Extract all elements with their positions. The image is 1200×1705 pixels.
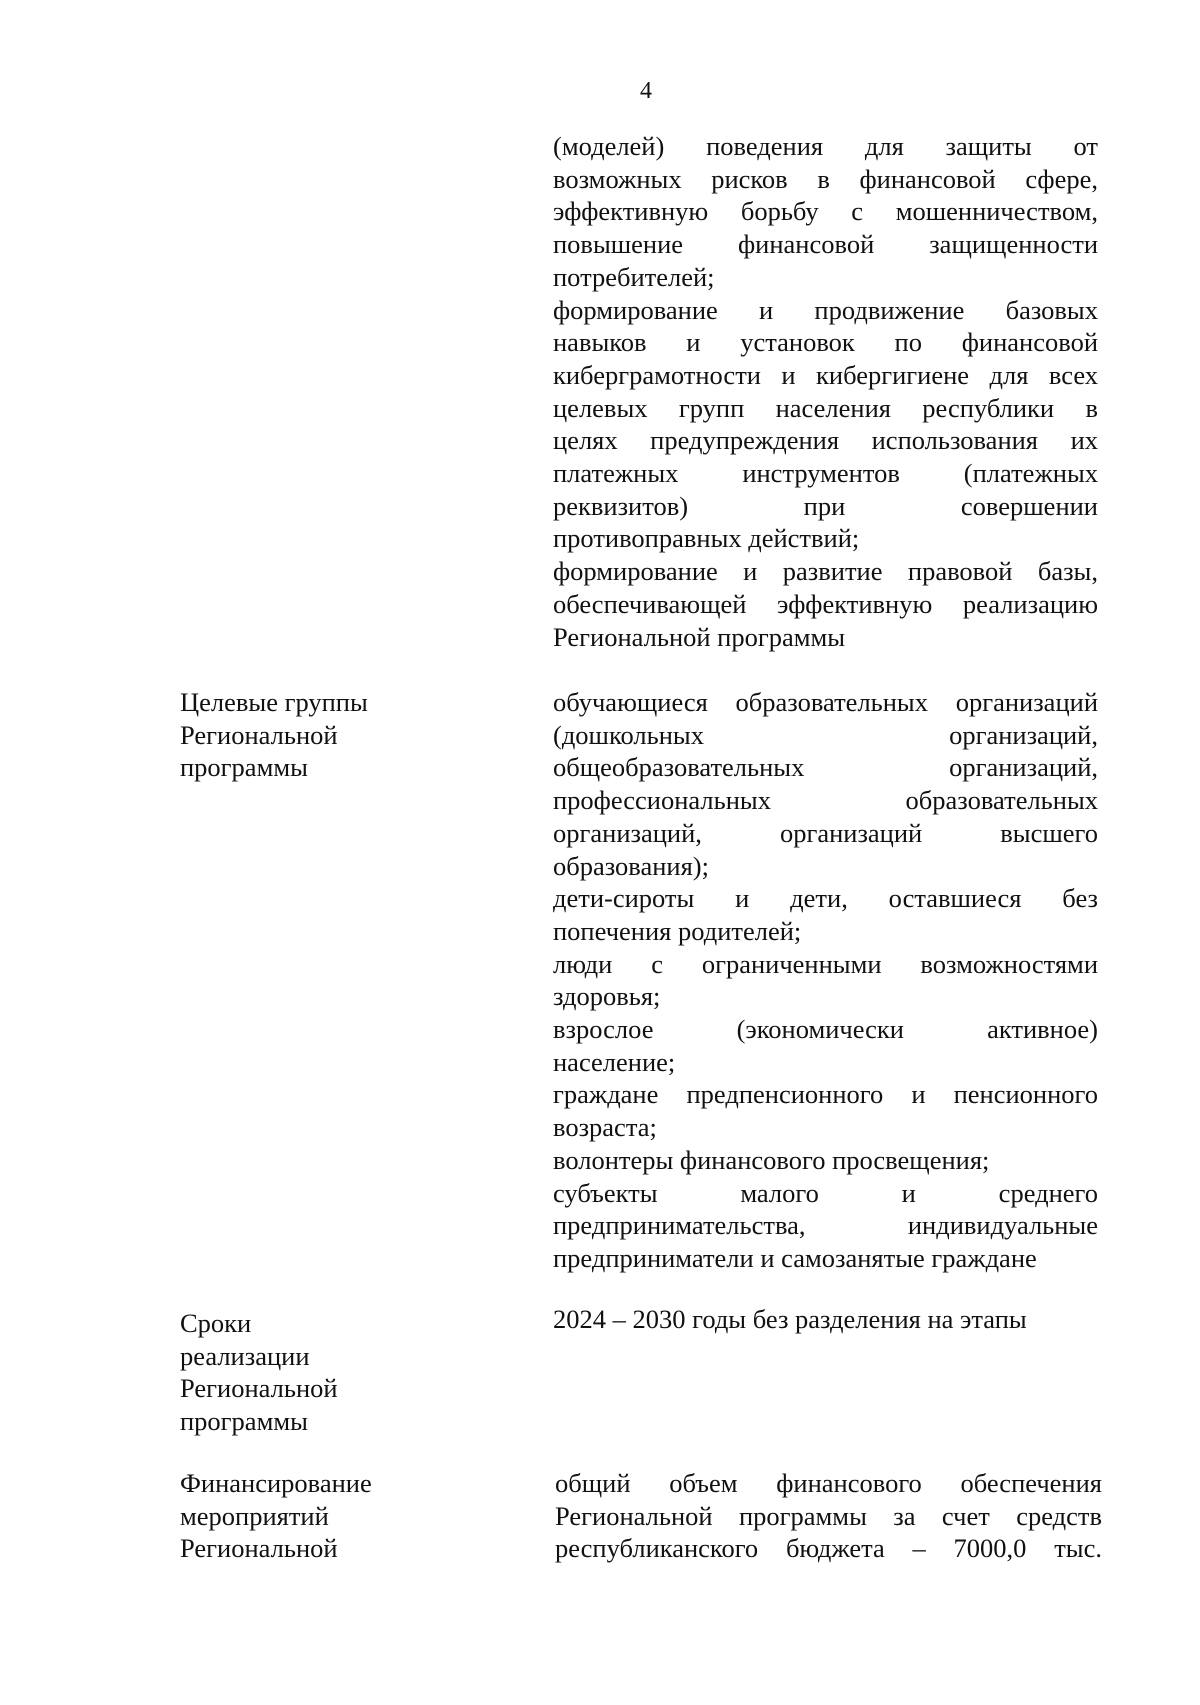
text-line: предприниматели и самозанятые граждане [553,1242,1037,1273]
text-line: граждане предпенсионного и пенсионного [553,1079,1098,1110]
text-line: целях предупреждения использования их [553,425,1098,456]
financing-label [180,1467,480,1565]
target-groups-label [180,686,480,784]
text-line: формирование и продвижение базовых [553,294,1098,325]
target-groups-value [553,686,1098,1275]
text-line: взрослое (экономически активное) [553,1014,1098,1045]
label-line: программы [180,1406,308,1437]
label-line: Финансирование [180,1468,372,1498]
text-line: организаций, организаций высшего [553,817,1098,848]
label-line: Региональной [180,1533,338,1564]
text-line: возраста; [553,1112,657,1143]
text-line: платежных инструментов (платежных [553,458,1098,489]
text-line: дети-сироты и дети, оставшиеся без [553,883,1098,914]
text-line: предпринимательства, индивидуальные [553,1210,1098,1241]
label-line: Региональной [180,1373,338,1404]
financing-value [555,1467,1102,1565]
text-line: (дошкольных организаций, [553,719,1098,750]
text-line: целевых групп населения республики в [553,392,1098,423]
text-line: реквизитов) при совершении [553,490,1098,521]
objectives-continuation [553,130,1098,653]
text-line: 2024 – 2030 годы без разделения на этапы [553,1304,1027,1334]
label-line: мероприятий [180,1500,329,1531]
text-line: общий объем финансового обеспечения [555,1468,1102,1498]
label-line: Региональной [180,719,338,750]
label-line: Целевые группы [180,687,368,717]
text-line: субъекты малого и среднего [553,1177,1098,1208]
page-number: 4 [640,78,652,104]
text-line: общеобразовательных организаций, [553,752,1098,783]
terms-label [180,1307,480,1438]
text-line: попечения родителей; [553,915,802,946]
text-line: образования); [553,850,709,881]
text-line: (моделей) поведения для защиты от [553,131,1098,161]
text-line: эффективную борьбу с мошенничеством, [553,196,1098,227]
text-line: Региональной программы за счет средств [555,1500,1102,1531]
text-line: киберграмотности и кибергигиене для всех [553,359,1098,390]
text-line: республиканского бюджета – 7000,0 тыс. [555,1533,1102,1564]
text-line: навыков и установок по финансовой [553,327,1098,358]
text-line: обеспечивающей эффективную реализацию [553,588,1098,619]
text-line: люди с ограниченными возможностями [553,948,1098,979]
text-line: потребителей; [553,261,715,292]
text-line: Региональной программы [553,621,846,652]
label-line: реализации [180,1340,310,1371]
text-line: обучающиеся образовательных организаций [553,687,1098,717]
terms-value [553,1303,1098,1336]
text-line: профессиональных образовательных [553,785,1098,816]
text-line: противоправных действий; [553,523,860,554]
label-line: программы [180,752,308,783]
text-line: волонтеры финансового просвещения; [553,1144,990,1175]
label-line: Сроки [180,1308,252,1338]
text-line: формирование и развитие правовой базы, [553,556,1098,587]
text-line: возможных рисков в финансовой сфере, [553,163,1098,194]
text-line: здоровья; [553,981,661,1012]
text-line: повышение финансовой защищенности [553,229,1098,260]
text-line: население; [553,1046,676,1077]
